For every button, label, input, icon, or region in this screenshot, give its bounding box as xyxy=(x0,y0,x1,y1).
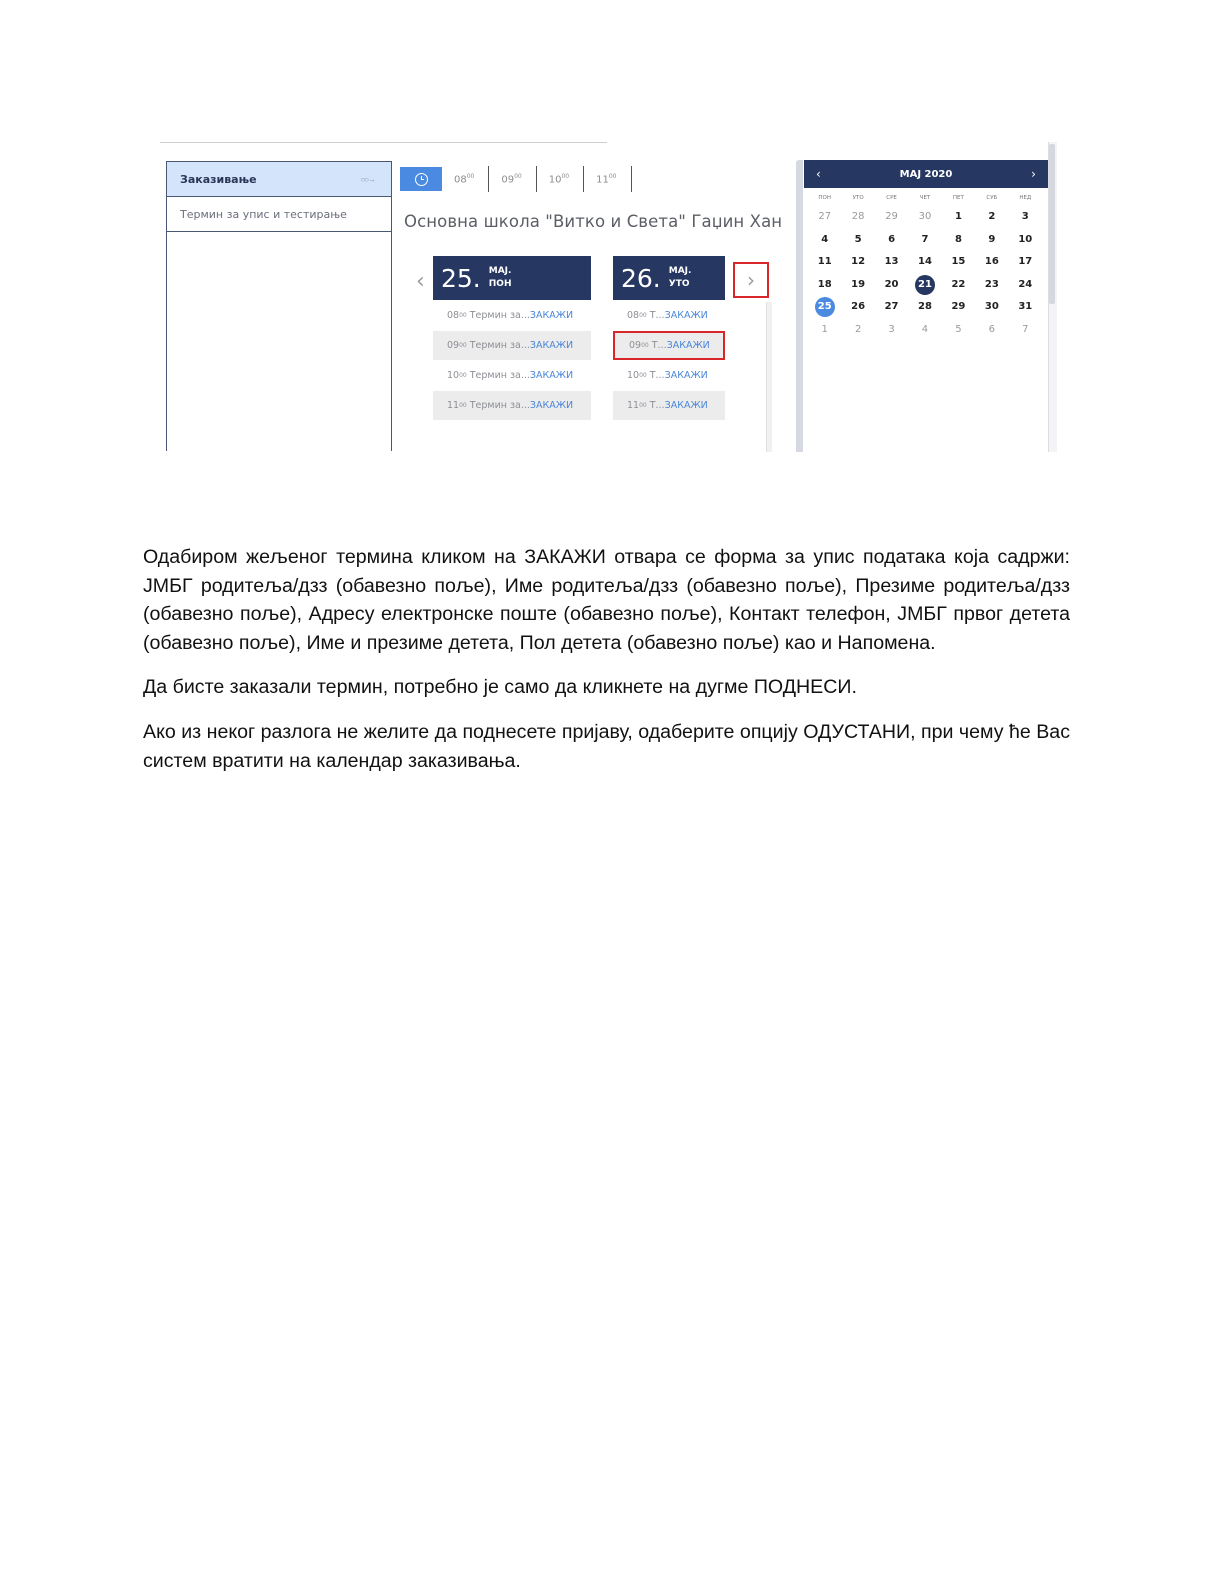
calendar-day[interactable]: 7 xyxy=(1022,323,1029,335)
hour-filter-10[interactable] xyxy=(537,166,584,191)
calendar-day[interactable]: 31 xyxy=(1018,301,1033,312)
chevron-right-icon: › xyxy=(747,268,755,292)
collapse-dots-icon[interactable]: ○○→ xyxy=(360,174,375,184)
prev-day-icon[interactable]: ‹ xyxy=(416,269,425,294)
slot-text: Термин за... xyxy=(469,310,530,321)
slot-text: Термин за... xyxy=(469,340,530,351)
time-slot xyxy=(433,391,591,420)
time-slot xyxy=(433,331,591,360)
divider xyxy=(160,142,607,143)
time-slot xyxy=(613,301,725,330)
weekday-label: ЧЕТ xyxy=(919,195,931,201)
weekday-label: НЕД xyxy=(1019,195,1032,201)
day-number: 26. xyxy=(621,263,661,293)
calendar-day[interactable]: 2 xyxy=(988,211,996,222)
calendar-day[interactable]: 4 xyxy=(921,323,929,335)
calendar-day[interactable]: 27 xyxy=(818,211,832,222)
calendar-day[interactable]: 29 xyxy=(951,301,966,312)
calendar-day[interactable]: 1 xyxy=(821,323,828,335)
calendar-day[interactable]: 6 xyxy=(988,323,996,335)
calendar-grid xyxy=(804,188,1048,341)
calendar-day[interactable]: 12 xyxy=(851,256,866,267)
school-title: Основна школа "Витко и Света" Гаџин Хан xyxy=(404,212,783,231)
hour-filter-08[interactable] xyxy=(442,166,489,191)
calendar-day[interactable]: 30 xyxy=(918,211,932,222)
prev-month-icon[interactable]: ‹ xyxy=(816,167,821,181)
embedded-screenshot xyxy=(160,142,1060,452)
slot-hour: 08 xyxy=(447,310,460,321)
day-column-25 xyxy=(433,256,591,420)
minute-label: 00 xyxy=(514,173,522,181)
day-month: МАЈ. xyxy=(488,266,512,276)
calendar-day[interactable]: 11 xyxy=(817,256,832,267)
calendar-day[interactable]: 8 xyxy=(954,233,962,245)
calendar-day[interactable]: 27 xyxy=(884,301,899,312)
weekday-label: УТО xyxy=(852,195,864,201)
sidebar-item-enrollment[interactable]: Термин за упис и тестирање xyxy=(167,197,391,232)
calendar-day[interactable]: 28 xyxy=(851,211,865,222)
slot-text: Термин за... xyxy=(469,400,530,411)
hour-filter-11[interactable] xyxy=(584,166,631,191)
slot-hour: 10 xyxy=(627,370,640,381)
sidebar-header[interactable] xyxy=(167,162,391,197)
book-link[interactable]: ЗАКАЖИ xyxy=(664,310,708,321)
time-filter-bar xyxy=(400,167,632,191)
hour-label: 10 xyxy=(548,174,562,186)
calendar-day[interactable]: 15 xyxy=(951,256,966,267)
calendar-day[interactable]: 14 xyxy=(918,256,932,267)
slot-text: Т... xyxy=(651,340,667,351)
weekday-label: ПЕТ xyxy=(952,195,964,201)
calendar-day[interactable]: 30 xyxy=(984,301,999,312)
calendar-header xyxy=(804,160,1048,188)
slot-minute: 00 xyxy=(459,312,467,319)
paragraph-submit: Да бисте заказали термин, потребно је само да кликнете на дугме ПОДНЕСИ. xyxy=(143,676,857,698)
day-column-26 xyxy=(613,256,725,420)
calendar-day[interactable]: 28 xyxy=(918,301,932,312)
book-link[interactable]: ЗАКАЖИ xyxy=(664,400,708,411)
time-slot xyxy=(433,361,591,390)
slot-hour: 09 xyxy=(629,340,642,351)
calendar-day[interactable] xyxy=(908,274,941,297)
time-slot xyxy=(613,391,725,420)
hour-filter-09[interactable] xyxy=(489,166,536,191)
slot-minute: 00 xyxy=(641,342,649,349)
calendar-day[interactable]: 13 xyxy=(884,256,899,267)
calendar-day[interactable]: 24 xyxy=(1018,278,1033,290)
slot-text: Т... xyxy=(649,370,665,381)
calendar-day[interactable]: 3 xyxy=(1021,211,1029,222)
time-slot xyxy=(433,301,591,330)
selected-day-marker: 25 xyxy=(815,297,835,317)
slot-minute: 00 xyxy=(459,372,467,379)
today-marker: 21 xyxy=(915,275,935,295)
calendar-day[interactable]: 23 xyxy=(984,278,999,290)
scrollbar-thumb[interactable] xyxy=(1049,144,1055,304)
calendar-day[interactable]: 4 xyxy=(821,233,829,245)
minute-label: 00 xyxy=(466,173,475,181)
calendar-day[interactable]: 17 xyxy=(1018,256,1033,267)
slot-text: Термин за... xyxy=(469,370,530,381)
calendar-day[interactable]: 6 xyxy=(888,233,896,245)
book-link[interactable]: ЗАКАЖИ xyxy=(666,340,710,351)
slot-text: Т... xyxy=(649,310,665,321)
slot-hour: 09 xyxy=(447,340,460,351)
calendar-day[interactable]: 16 xyxy=(984,256,999,267)
day-weekday: ПОН xyxy=(488,279,512,289)
day-weekday: УТО xyxy=(668,279,690,289)
slot-text: Т... xyxy=(649,400,665,411)
weekday-label: СРЕ xyxy=(886,195,897,201)
hour-label: 09 xyxy=(501,174,515,186)
slot-minute: 00 xyxy=(639,372,647,379)
book-link[interactable]: ЗАКАЖИ xyxy=(529,340,574,351)
calendar-day[interactable]: 9 xyxy=(988,233,996,245)
calendar-day[interactable]: 29 xyxy=(885,211,898,222)
calendar-day[interactable] xyxy=(808,296,841,319)
sidebar-header-label: Заказивање xyxy=(180,172,257,186)
day-header xyxy=(613,256,725,300)
slot-hour: 08 xyxy=(627,310,640,321)
scrollbar[interactable] xyxy=(766,302,772,452)
hour-label: 11 xyxy=(596,174,609,186)
clock-icon xyxy=(415,173,428,186)
time-slot-highlighted xyxy=(613,331,725,360)
slot-hour: 11 xyxy=(627,400,640,411)
day-month: МАЈ. xyxy=(668,266,692,276)
paragraph-cancel: Ако из неког разлога не желите да поднесете пријаву, одаберите опцију ОДУСТАНИ, при чему ће Вас систем вратити на календар заказивања. xyxy=(143,721,1070,772)
day-number: 25. xyxy=(441,263,481,293)
calendar-day[interactable]: 19 xyxy=(851,278,866,290)
calendar-day[interactable]: 26 xyxy=(851,301,866,312)
slot-minute: 00 xyxy=(639,402,647,409)
slot-hour: 10 xyxy=(447,370,460,381)
time-slot xyxy=(613,361,725,390)
book-link[interactable]: ЗАКАЖИ xyxy=(529,310,574,321)
minute-label: 00 xyxy=(608,173,617,181)
day-header xyxy=(433,256,591,300)
next-day-button[interactable] xyxy=(733,262,769,298)
book-link[interactable]: ЗАКАЖИ xyxy=(664,370,708,381)
minute-label: 00 xyxy=(561,173,570,181)
next-month-icon[interactable]: › xyxy=(1031,167,1036,181)
slot-minute: 00 xyxy=(639,312,647,319)
calendar-month-title: МАЈ 2020 xyxy=(899,168,953,180)
sidebar xyxy=(166,161,392,451)
calendar-day[interactable]: 7 xyxy=(921,233,929,245)
calendar-day[interactable]: 2 xyxy=(854,323,862,335)
weekday-label: ПОН xyxy=(818,195,832,201)
slot-minute: 00 xyxy=(459,342,467,349)
slot-minute: 00 xyxy=(459,402,467,409)
slot-hour: 11 xyxy=(447,400,460,411)
clock-button[interactable] xyxy=(400,167,442,191)
calendar-day[interactable]: 5 xyxy=(854,233,862,245)
calendar-day[interactable]: 22 xyxy=(951,278,966,290)
book-link[interactable]: ЗАКАЖИ xyxy=(529,400,574,411)
scrollbar[interactable] xyxy=(796,160,803,452)
calendar-day[interactable]: 3 xyxy=(888,323,895,335)
calendar-day[interactable]: 18 xyxy=(817,278,832,290)
weekday-label: СУБ xyxy=(986,195,998,201)
calendar-day[interactable]: 1 xyxy=(954,211,962,222)
calendar-day[interactable]: 10 xyxy=(1018,233,1033,245)
paragraph-form-fields: Одабиром жељеног термина кликом на ЗАКАЖИ отвара се форма за упис података која садржи: ЈМБГ родитеља/дзз (обавезно поље), Име родитеља/дзз (обавезно поље), Презиме родитеља/дзз (обавезно поље), Адресу електронске поште (обавезно поље), Контакт телефон, ЈМБГ првог детета (обавезно поље), Име и презиме детета, Пол детета (обавезно поље) као и Напомена. xyxy=(143,546,1070,654)
calendar-day[interactable]: 20 xyxy=(884,278,899,290)
hour-label: 08 xyxy=(454,174,467,186)
book-link[interactable]: ЗАКАЖИ xyxy=(529,370,574,381)
calendar-day[interactable]: 5 xyxy=(955,323,962,335)
month-calendar xyxy=(804,160,1048,452)
